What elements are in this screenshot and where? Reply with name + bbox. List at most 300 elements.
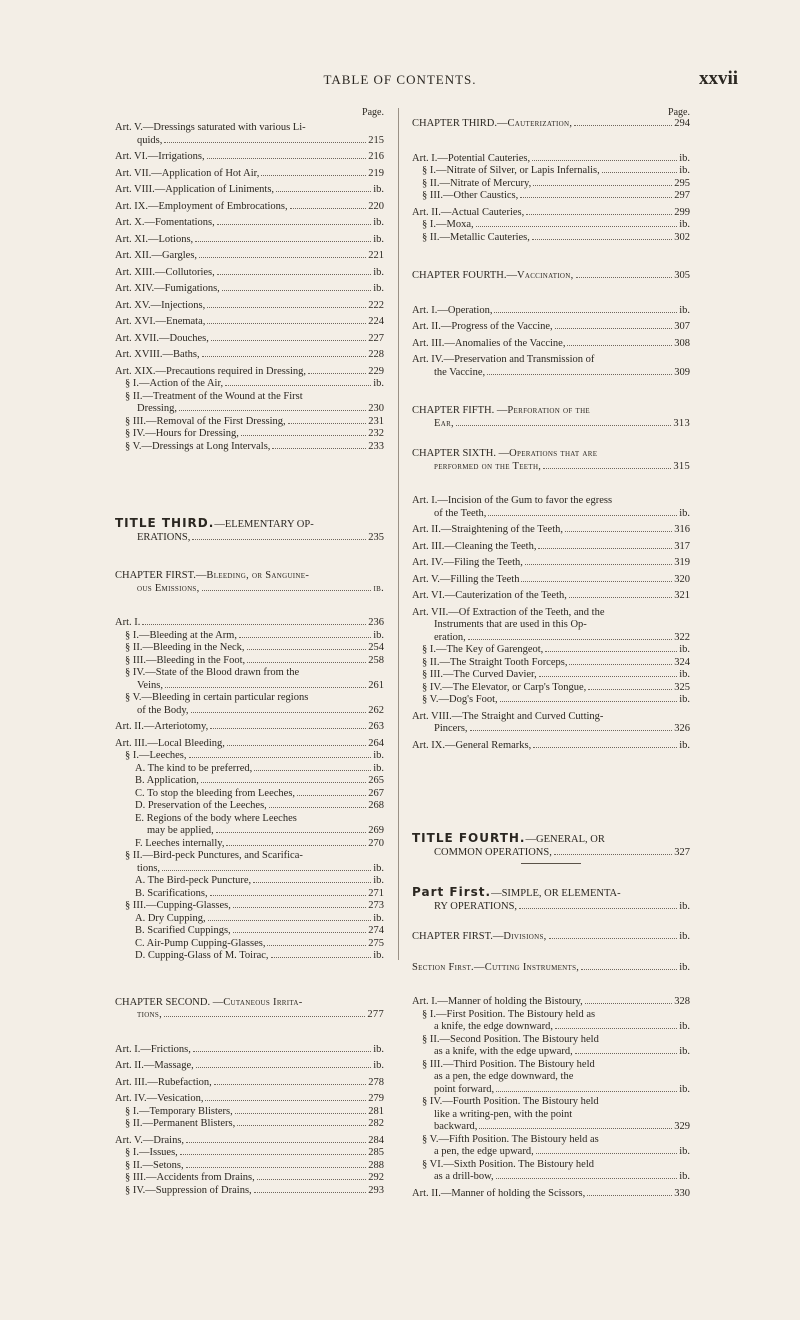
- chapter-label: CHAPTER FIRST.—: [115, 570, 207, 581]
- toc-page-number: ib.: [679, 152, 690, 164]
- toc-page-number: 294: [674, 118, 690, 129]
- toc-entry-text: Art. IV.—Preservation and Transmission of: [412, 354, 595, 365]
- dot-leader: [142, 624, 366, 625]
- dot-leader: [253, 882, 371, 883]
- toc-page-number: 322: [674, 631, 690, 643]
- toc-entry: [412, 338, 690, 351]
- toc-entry: [412, 1121, 690, 1134]
- toc-entry-text: B. Scarifications,: [135, 887, 208, 899]
- toc-entry: [115, 800, 384, 813]
- toc-entry: [412, 321, 690, 334]
- page-header: [0, 68, 800, 94]
- toc-entry-text: A. The Bird-peck Puncture,: [135, 875, 252, 886]
- toc-entry: [115, 428, 384, 441]
- dot-leader: [202, 590, 372, 591]
- dot-leader: [587, 1195, 672, 1196]
- toc-entry: [115, 283, 384, 296]
- dot-leader: [210, 895, 367, 896]
- dot-leader: [602, 172, 677, 173]
- toc-entry: [115, 1172, 384, 1185]
- toc-page-number: 293: [368, 1184, 384, 1196]
- toc-entry-text: § II.—Permanent Blisters,: [125, 1118, 236, 1129]
- toc-page-number: 299: [674, 206, 690, 218]
- toc-entry-text: § I.—Bleeding at the Arm,: [125, 629, 237, 641]
- toc-entry-text: D. Preservation of the Leeches,: [135, 800, 267, 811]
- dot-leader: [308, 373, 366, 374]
- toc-entry: [115, 655, 384, 668]
- toc-page-number: 222: [368, 299, 384, 311]
- toc-page-number: ib.: [679, 165, 690, 176]
- toc-list-left: [115, 122, 384, 1197]
- toc-page-number: 268: [368, 800, 384, 811]
- toc-entry: [412, 619, 690, 632]
- toc-entry: [412, 1109, 690, 1122]
- spacer: [412, 430, 690, 448]
- dot-leader: [239, 637, 371, 638]
- toc-entry-text: § II.—Nitrate of Mercury,: [422, 177, 532, 189]
- toc-page-number: ib.: [373, 266, 384, 278]
- toc-page-number: 227: [368, 332, 384, 344]
- toc-page-number: 302: [674, 231, 690, 243]
- toc-entry: [115, 950, 384, 963]
- toc-entry-text: Art. VIII.—Application of Liniments,: [115, 184, 275, 195]
- toc-entry-text: Art. I.—Potential Cauteries,: [412, 152, 531, 164]
- toc-page-number: ib.: [373, 1060, 384, 1071]
- toc-page-number: 274: [368, 925, 384, 936]
- toc-entry: [412, 694, 690, 707]
- toc-entry-text: Art. III.—Cleaning the Teeth,: [412, 540, 537, 552]
- toc-page-number: ib.: [679, 961, 690, 973]
- toc-entry-text: Art. V.—Drains,: [115, 1134, 185, 1146]
- toc-page-number: ib.: [373, 762, 384, 774]
- toc-entry: [115, 938, 384, 951]
- dot-leader: [227, 745, 366, 746]
- chapter-label: CHAPTER SECOND. —: [115, 996, 224, 1008]
- dot-leader: [554, 854, 672, 855]
- dot-leader: [476, 226, 678, 227]
- chapter-heading: [412, 448, 690, 461]
- toc-entry: [115, 1106, 384, 1119]
- toc-entry: [115, 1185, 384, 1198]
- toc-page-number: 261: [368, 679, 384, 691]
- toc-entry: [412, 1009, 690, 1022]
- toc-entry-text: Art. XVII.—Douches,: [115, 332, 209, 344]
- spacer: [115, 544, 384, 570]
- toc-page-number: ib.: [373, 950, 384, 961]
- toc-entry: [115, 680, 384, 693]
- toc-entry-text: Art. II.—Progress of the Vaccine,: [412, 321, 553, 332]
- toc-entry-text: Art. I.—Operation,: [412, 304, 493, 316]
- dot-leader: [257, 1179, 366, 1180]
- toc-page-number: 233: [368, 440, 384, 452]
- toc-entry-text: Veins,: [137, 679, 163, 691]
- chapter-title: Cutaneous Irrita-: [223, 996, 303, 1008]
- toc-entry-text: Art. II.—Manner of holding the Scissors,: [412, 1187, 586, 1199]
- toc-page-number: 285: [368, 1147, 384, 1158]
- spacer: [412, 131, 690, 149]
- toc-page-number: ib.: [679, 900, 690, 912]
- column-divider: [398, 108, 399, 960]
- toc-page-number: ib.: [679, 304, 690, 316]
- toc-entry: [115, 1077, 384, 1090]
- toc-entry-text: Art. VIII.—The Straight and Curved Cutting-: [412, 710, 604, 722]
- dot-leader: [496, 1091, 677, 1092]
- toc-entry-text: § V.—Dog's Foot,: [422, 694, 498, 705]
- dot-leader: [576, 277, 673, 278]
- dot-leader: [235, 1113, 367, 1114]
- toc-page-number: ib.: [679, 1146, 690, 1157]
- toc-page-number: 308: [674, 337, 690, 349]
- toc-page-number: 215: [368, 134, 384, 146]
- toc-entry: [412, 607, 690, 620]
- toc-entry-text: C. Air-Pump Cupping-Glasses,: [135, 937, 266, 949]
- toc-page-number: ib.: [679, 931, 690, 942]
- toc-page-number: 273: [368, 900, 384, 911]
- toc-page-number: ib.: [373, 750, 384, 761]
- toc-entry: [115, 667, 384, 680]
- toc-page-number: ib.: [679, 644, 690, 655]
- dot-leader: [574, 125, 672, 126]
- toc-entry: [115, 135, 384, 148]
- chapter-heading: [115, 570, 384, 583]
- toc-entry-text: Art. II.—Arteriotomy,: [115, 721, 209, 732]
- toc-entry: [412, 723, 690, 736]
- toc-page-number: 326: [674, 723, 690, 734]
- toc-page-number: 284: [368, 1134, 384, 1146]
- dot-leader: [237, 1125, 366, 1126]
- dot-leader: [205, 1100, 366, 1101]
- toc-entry-text: § IV.—Hours for Dressing,: [125, 428, 239, 439]
- toc-entry: [412, 1084, 690, 1097]
- toc-entry-text: § I.—First Position. The Bistoury held as: [422, 1008, 596, 1020]
- toc-page-number: 228: [368, 349, 384, 360]
- dot-leader: [208, 920, 372, 921]
- dot-leader: [241, 435, 366, 436]
- toc-entry-text: § V.—Fifth Position. The Bistoury held as: [422, 1133, 599, 1145]
- toc-entry: [412, 495, 690, 508]
- toc-entry-text: § I.—Action of the Air,: [125, 378, 224, 389]
- toc-page-number: ib.: [679, 669, 690, 680]
- toc-entry: [115, 738, 384, 751]
- toc-page-number: 224: [368, 316, 384, 327]
- dot-leader: [222, 290, 371, 291]
- toc-entry: [115, 122, 384, 135]
- toc-entry-text: backward,: [434, 1121, 478, 1132]
- title-label: TITLE FOURTH.: [412, 831, 526, 845]
- toc-entry-text: § II.—Treatment of the Wound at the First: [125, 390, 303, 402]
- toc-entry: [412, 574, 690, 587]
- toc-entry-text: § III.—Removal of the First Dressing,: [125, 415, 286, 427]
- toc-entry-text: Art. VII.—Of Extraction of the Teeth, and the: [412, 606, 605, 618]
- toc-entry-text: B. Application,: [135, 775, 199, 786]
- toc-entry-text: of the Body,: [137, 704, 189, 716]
- chapter-title: Cauterization,: [507, 118, 573, 129]
- toc-entry: [412, 1021, 690, 1034]
- toc-entry: [115, 300, 384, 313]
- toc-entry-text: § II.—Setons,: [125, 1159, 184, 1171]
- spacer: [412, 944, 690, 962]
- toc-entry: [412, 1059, 690, 1072]
- toc-entry-text: RY OPERATIONS,: [434, 900, 518, 912]
- toc-entry: [412, 740, 690, 753]
- toc-entry: [115, 813, 384, 826]
- dot-leader: [207, 307, 366, 308]
- spacer: [412, 868, 690, 886]
- toc-page-number: 329: [674, 1121, 690, 1132]
- spacer: [115, 963, 384, 997]
- toc-page-number: 328: [674, 996, 690, 1007]
- toc-page-number: 319: [674, 557, 690, 568]
- toc-page-number: ib.: [373, 1043, 384, 1055]
- spacer: [115, 1022, 384, 1040]
- toc-entry: [115, 267, 384, 280]
- toc-page-number: ib.: [679, 1083, 690, 1095]
- toc-page-number: 271: [368, 887, 384, 899]
- toc-page-number: 219: [368, 167, 384, 179]
- toc-entry: [115, 825, 384, 838]
- toc-page-number: 264: [368, 737, 384, 749]
- toc-entry-text: of the Teeth,: [434, 507, 487, 519]
- dot-leader: [207, 158, 367, 159]
- toc-page-number: ib.: [373, 378, 384, 389]
- toc-page-number: 325: [674, 681, 690, 693]
- toc-entry: [115, 925, 384, 938]
- toc-page-number: 231: [368, 415, 384, 427]
- title-heading: [115, 517, 384, 532]
- toc-page-number: 297: [674, 190, 690, 201]
- toc-entry-text: Art. II.—Straightening of the Teeth,: [412, 524, 563, 535]
- toc-page-number: 281: [368, 1105, 384, 1117]
- toc-entry: [115, 1093, 384, 1106]
- toc-entry-text: § I.—Leeches,: [125, 750, 187, 761]
- dot-leader: [533, 747, 677, 748]
- dot-leader: [494, 312, 677, 313]
- toc-page-number: 275: [368, 937, 384, 949]
- toc-entry: [115, 617, 384, 630]
- toc-entry-text: § II.—Bird-peck Punctures, and Scarifica-: [125, 850, 303, 861]
- ornament-divider: [115, 471, 384, 491]
- toc-entry-text: as a pen, the edge downward, the: [434, 1071, 574, 1082]
- toc-entry: [412, 669, 690, 682]
- toc-entry-text: Art. III.—Local Bleeding,: [115, 737, 225, 749]
- toc-entry: [115, 788, 384, 801]
- toc-entry-text: C. To stop the bleeding from Leeches,: [135, 787, 296, 799]
- toc-entry: [412, 354, 690, 367]
- toc-entry-text: Art. IV.—Vesication,: [115, 1093, 204, 1104]
- toc-entry-text: COMMON OPERATIONS,: [434, 846, 552, 858]
- dot-leader: [207, 323, 366, 324]
- toc-page-number: ib.: [679, 1021, 690, 1032]
- dot-leader: [247, 662, 366, 663]
- toc-entry-text: § III.—Bleeding in the Foot,: [125, 654, 246, 666]
- toc-page-number: ib.: [373, 629, 384, 641]
- chapter-title: Vaccination,: [516, 270, 574, 281]
- toc-page-number: 305: [674, 270, 690, 281]
- dot-leader: [254, 1192, 367, 1193]
- toc-page-number: 230: [368, 403, 384, 414]
- toc-entry-text: E. Regions of the body where Leeches: [135, 812, 297, 824]
- dot-leader: [233, 932, 367, 933]
- toc-entry-text: § V.—Bleeding in certain particular regions: [125, 692, 309, 703]
- toc-entry: [115, 1044, 384, 1057]
- toc-page-number: 265: [368, 775, 384, 786]
- toc-entry-text: § IV.—State of the Blood drawn from the: [125, 667, 300, 678]
- dot-leader: [272, 448, 366, 449]
- toc-entry: [115, 888, 384, 901]
- toc-entry: [412, 418, 690, 431]
- toc-entry-text: § I.—Issues,: [125, 1147, 178, 1158]
- dot-leader: [533, 185, 672, 186]
- toc-entry: [115, 750, 384, 763]
- chapter-title: Section First.—Cutting Instruments,: [412, 961, 580, 973]
- toc-entry: [412, 190, 690, 203]
- toc-page-number: ib.: [373, 217, 384, 228]
- toc-page-number: 307: [674, 321, 690, 332]
- dot-leader: [488, 515, 677, 516]
- toc-page-number: 263: [368, 721, 384, 732]
- toc-entry: [115, 583, 384, 596]
- toc-entry: [115, 775, 384, 788]
- toc-page-number: 277: [367, 1009, 384, 1020]
- toc-page-number: ib.: [373, 912, 384, 924]
- toc-entry-text: Pincers,: [434, 723, 468, 734]
- dot-leader: [525, 564, 672, 565]
- dot-leader: [196, 1067, 371, 1068]
- dot-leader: [526, 214, 672, 215]
- title-heading: [412, 832, 690, 847]
- toc-entry-text: D. Cupping-Glass of M. Toirac,: [135, 950, 269, 961]
- toc-entry: [412, 996, 690, 1009]
- dot-leader: [164, 1016, 365, 1017]
- toc-entry: [115, 416, 384, 429]
- dot-leader: [519, 908, 677, 909]
- toc-page-number: 309: [674, 366, 690, 378]
- toc-entry: [115, 234, 384, 247]
- dot-leader: [555, 328, 673, 329]
- toc-entry: [115, 863, 384, 876]
- toc-entry-text: tions,: [137, 1009, 163, 1020]
- toc-entry-text: ous Emissions,: [137, 582, 200, 594]
- toc-entry: [412, 901, 690, 914]
- toc-entry: [115, 692, 384, 705]
- dot-leader: [470, 730, 673, 731]
- toc-entry: [412, 219, 690, 232]
- toc-page-number: 236: [368, 617, 384, 628]
- toc-entry: [115, 366, 384, 379]
- toc-entry: [115, 838, 384, 851]
- toc-entry-text: § III.—Accidents from Drains,: [125, 1172, 255, 1183]
- toc-page-number: ib.: [679, 507, 690, 519]
- toc-entry-text: § III.—Other Caustics,: [422, 190, 519, 201]
- toc-page-number: 321: [674, 590, 690, 601]
- spacer: [412, 913, 690, 931]
- chapter-heading: [412, 962, 690, 975]
- dot-leader: [214, 1084, 366, 1085]
- toc-entry: [115, 1147, 384, 1160]
- toc-entry: [412, 178, 690, 191]
- toc-entry-text: Art. I.—Frictions,: [115, 1043, 191, 1055]
- chapter-heading: [412, 931, 690, 944]
- toc-entry: [115, 217, 384, 230]
- dot-leader: [199, 257, 366, 258]
- toc-entry-text: like a writing-pen, with the point: [434, 1108, 573, 1120]
- dot-leader: [267, 945, 366, 946]
- toc-page-number: ib.: [679, 694, 690, 705]
- dot-leader: [189, 757, 372, 758]
- toc-page-number: 254: [368, 642, 384, 653]
- toc-entry: [115, 705, 384, 718]
- chapter-title: Bleeding, or Sanguine-: [206, 570, 310, 581]
- toc-page-number: ib.: [373, 875, 384, 886]
- toc-entry-text: Art. XVI.—Enemata,: [115, 316, 206, 327]
- toc-entry: [412, 305, 690, 318]
- toc-entry-text: Art. X.—Fomentations,: [115, 217, 215, 228]
- dot-leader: [247, 649, 367, 650]
- chapter-title: Operations that are: [509, 448, 598, 459]
- dot-leader: [217, 274, 371, 275]
- toc-entry-text: Art. V.—Dressings saturated with various Li-: [115, 122, 306, 133]
- toc-page-number: 229: [368, 365, 384, 377]
- toc-entry-text: Art. XIV.—Fumigations,: [115, 283, 220, 294]
- toc-entry: [115, 721, 384, 734]
- toc-entry: [412, 847, 690, 860]
- toc-entry: [412, 1171, 690, 1184]
- spacer: [412, 283, 690, 301]
- toc-entry-text: Art. XIX.—Precautions required in Dressing,: [115, 365, 306, 377]
- dot-leader: [468, 639, 672, 640]
- toc-entry: [115, 850, 384, 863]
- toc-entry: [115, 1060, 384, 1073]
- dot-leader: [555, 1028, 677, 1029]
- dot-leader: [543, 468, 671, 469]
- title-text: —ELEMENTARY OP-: [214, 519, 314, 530]
- toc-page-number: 327: [674, 846, 690, 858]
- toc-entry: [115, 250, 384, 263]
- toc-entry: [115, 151, 384, 164]
- toc-entry: [412, 1071, 690, 1084]
- toc-page-number: ib.: [679, 739, 690, 751]
- toc-page-number: ib.: [679, 1171, 690, 1182]
- toc-entry: [115, 184, 384, 197]
- toc-entry: [115, 642, 384, 655]
- spacer: [412, 974, 690, 992]
- toc-page-number: 295: [674, 177, 690, 189]
- toc-entry-text: Art. VII.—Application of Hot Air,: [115, 167, 260, 179]
- dot-leader: [585, 1003, 672, 1004]
- short-rule: [521, 863, 581, 864]
- toc-entry: [412, 508, 690, 521]
- page-column-label: Page.: [668, 107, 690, 118]
- toc-entry-text: a pen, the edge upward,: [434, 1146, 534, 1157]
- toc-entry-text: Ear,: [434, 417, 454, 429]
- toc-entry-text: Art. IX.—General Remarks,: [412, 739, 532, 751]
- toc-entry-text: § VI.—Sixth Position. The Bistoury held: [422, 1158, 594, 1170]
- spacer: [412, 379, 690, 405]
- toc-entry-text: Art. XIII.—Collutories,: [115, 266, 215, 278]
- toc-entry: [115, 1160, 384, 1173]
- toc-right-column: [412, 108, 690, 1200]
- toc-entry-text: Instruments that are used in this Op-: [434, 619, 587, 630]
- spacer: [115, 595, 384, 613]
- toc-page-number: 313: [673, 417, 690, 429]
- toc-page-number: 262: [368, 704, 384, 716]
- toc-entry: [115, 763, 384, 776]
- dot-leader: [225, 385, 371, 386]
- toc-entry: [412, 1046, 690, 1059]
- toc-entry-text: Art. I.—Incision of the Gum to favor the egress: [412, 495, 613, 506]
- toc-entry-text: § IV.—Suppression of Drains,: [125, 1184, 252, 1196]
- toc-entry-text: Art. II.—Actual Cauteries,: [412, 206, 525, 218]
